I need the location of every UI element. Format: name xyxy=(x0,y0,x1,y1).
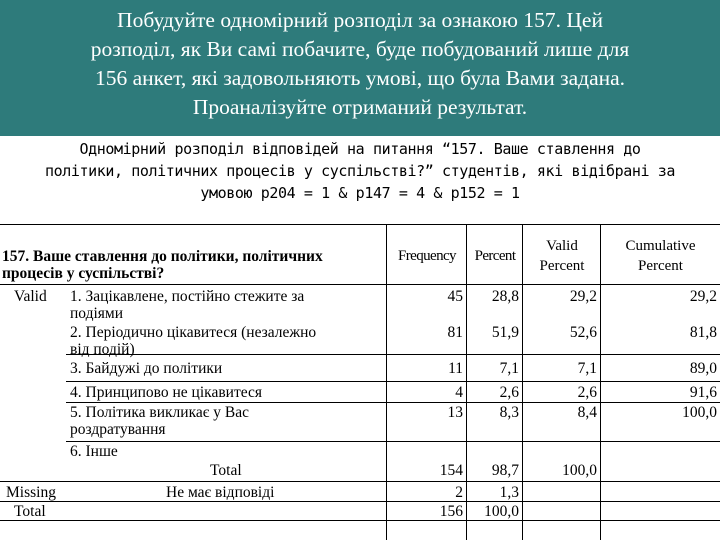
header-percent: Percent xyxy=(474,248,516,264)
cell-frequency: 156 xyxy=(439,503,463,520)
header-cumulative-percent xyxy=(601,238,720,275)
row-label-line: роздратування xyxy=(70,421,166,438)
cell-frequency: 11 xyxy=(448,360,463,377)
slide-title-line: Побудуйте одномірний розподіл за ознакою 157. Цей xyxy=(117,8,603,32)
table-rule xyxy=(66,441,720,442)
row-label xyxy=(70,443,118,460)
cell-valid-percent: 8,4 xyxy=(577,404,597,421)
slide-title-line: розподіл, як Ви самі побачите, буде побудований лише для xyxy=(90,37,630,61)
row-label xyxy=(70,384,262,401)
table-rule xyxy=(66,402,720,403)
row-label-line: 6. Інше xyxy=(70,443,118,460)
row-label-line: 5. Політика викликає у Вас xyxy=(70,404,249,421)
slide-title-line: Проаналізуйте отриманий результат. xyxy=(192,95,528,119)
row-label xyxy=(70,324,316,358)
cell-percent: 98,7 xyxy=(491,462,519,479)
cell-frequency: 2 xyxy=(455,484,463,501)
grand-total-label: Total xyxy=(14,503,46,520)
header-valid-percent xyxy=(523,238,601,275)
table-caption xyxy=(0,138,720,204)
header-cumulative-line: Cumulative xyxy=(625,238,696,254)
group-label-missing: Missing xyxy=(6,484,56,501)
cell-percent: 28,8 xyxy=(491,288,519,305)
row-label xyxy=(70,360,222,377)
table-rule xyxy=(0,284,720,285)
cell-cumulative: 100,0 xyxy=(682,404,717,421)
table-title xyxy=(2,248,323,282)
header-valid-percent-line: Valid xyxy=(546,238,578,254)
slide-title-line: 156 анкет, які задовольняють умові, що була Вами задана. xyxy=(94,66,626,90)
cell-percent: 2,6 xyxy=(499,384,519,401)
table-rule xyxy=(0,520,720,521)
row-label xyxy=(70,288,304,322)
cell-frequency: 13 xyxy=(447,404,463,421)
cell-percent: 100,0 xyxy=(484,503,519,520)
table-rule xyxy=(0,501,720,502)
cell-cumulative: 91,6 xyxy=(689,384,717,401)
cell-frequency: 154 xyxy=(439,462,463,479)
row-label-line: подіями xyxy=(70,305,124,322)
cell-frequency: 45 xyxy=(447,288,463,305)
header-frequency: Frequency xyxy=(398,248,456,264)
cell-percent: 1,3 xyxy=(499,484,519,501)
caption-line: умовою p204 = 1 & p147 = 4 & p152 = 1 xyxy=(200,184,520,202)
table-rule xyxy=(0,481,720,482)
table-title-line: 157. Ваше ставлення до політики, політичних xyxy=(2,248,323,265)
cell-valid-percent: 2,6 xyxy=(577,384,597,401)
cell-percent: 51,9 xyxy=(491,324,519,341)
table-rule xyxy=(386,224,387,540)
table-rule xyxy=(0,224,720,225)
slide-title xyxy=(0,0,720,136)
cell-cumulative: 81,8 xyxy=(689,324,717,341)
missing-label: Не має відповіді xyxy=(166,484,275,501)
cell-cumulative: 89,0 xyxy=(689,360,717,377)
cell-frequency: 81 xyxy=(447,324,463,341)
frequency-table xyxy=(0,224,720,540)
cell-valid-percent: 52,6 xyxy=(569,324,597,341)
cell-valid-percent: 7,1 xyxy=(577,360,597,377)
row-label-line: від подій) xyxy=(70,341,135,358)
cell-valid-percent: 100,0 xyxy=(562,462,597,479)
group-label-valid: Valid xyxy=(14,288,47,305)
row-label-line: 3. Байдужі до політики xyxy=(70,360,223,377)
row-label xyxy=(70,404,249,438)
caption-line: Одномірний розподіл відповідей на питання “157. Ваше ставлення до xyxy=(79,140,641,158)
table-title-line: процесів у суспільстві? xyxy=(2,265,165,282)
cell-percent: 8,3 xyxy=(499,404,519,421)
header-cumulative-line: Percent xyxy=(638,258,683,274)
header-valid-percent-line: Percent xyxy=(539,258,585,274)
valid-total-label: Total xyxy=(210,462,242,479)
row-label-line: 1. Зацікавлене, постійно стежите за xyxy=(70,288,305,305)
cell-valid-percent: 29,2 xyxy=(569,288,597,305)
caption-line: політики, політичних процесів у суспільстві?” студентів, які відібрані за xyxy=(44,162,676,180)
row-label-line: 4. Принципово не цікавитеся xyxy=(70,384,262,401)
cell-frequency: 4 xyxy=(455,384,463,401)
table-rule xyxy=(66,381,720,382)
row-label-line: 2. Періодично цікавитеся (незалежно xyxy=(70,324,317,341)
cell-cumulative: 29,2 xyxy=(689,288,717,305)
cell-percent: 7,1 xyxy=(499,360,519,377)
